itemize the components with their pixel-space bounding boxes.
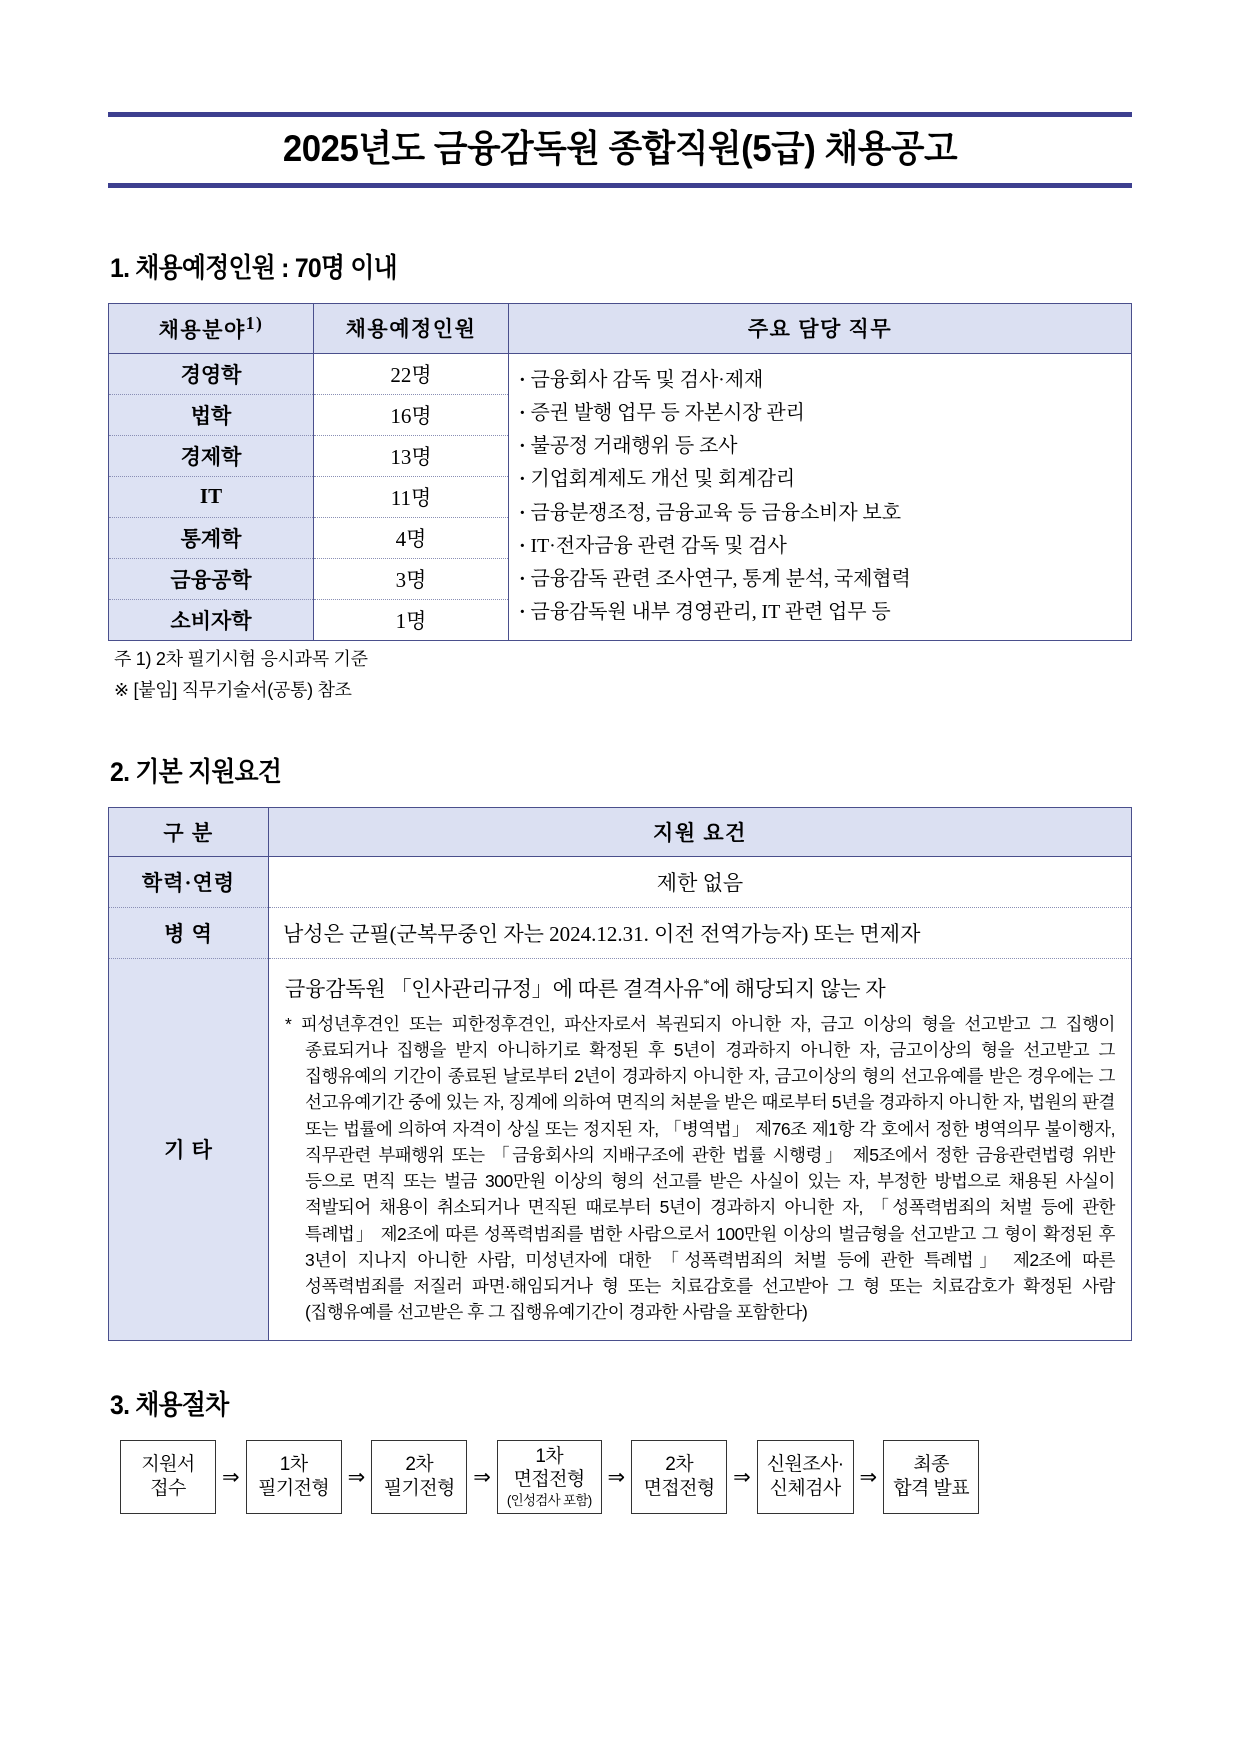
asterisk-marker: * — [703, 975, 710, 991]
field-name: 경영학 — [109, 353, 314, 394]
row-value-other — [269, 958, 1132, 1340]
page-title: 2025년도 금융감독원 종합직원(5급) 채용공고 — [282, 128, 958, 169]
section3-heading: 3. 채용절차 — [110, 1389, 229, 1420]
flow-step-line1: 최종 — [913, 1454, 949, 1476]
arrow-icon: ⇒ — [733, 1464, 751, 1489]
flow-step-line1: 2차 — [665, 1454, 693, 1476]
disqualification-lead-text: 금융감독원 「인사관리규정」에 따른 결격사유 — [285, 976, 704, 1001]
flow-step-line2: 면접전형 — [513, 1469, 585, 1491]
field-name: 법학 — [109, 394, 314, 435]
flow-step-written-2 — [371, 1440, 467, 1514]
column-header-requirement: 지원 요건 — [269, 807, 1132, 856]
field-count: 16명 — [314, 394, 509, 435]
field-name: 금융공학 — [109, 558, 314, 599]
flow-step-background-check — [757, 1440, 854, 1514]
field-name: 통계학 — [109, 517, 314, 558]
duty-item: · 금융회사 감독 및 검사·제재 — [519, 364, 1131, 397]
column-header-field: 채용분야$^{1)}$ — [109, 303, 314, 353]
flow-step-line2: 신체검사 — [769, 1477, 841, 1499]
flow-step-sub: (인성검사 포함) — [506, 1492, 592, 1508]
flow-step-line2: 합격 발표 — [893, 1477, 969, 1499]
arrow-icon: ⇒ — [607, 1464, 626, 1489]
table-header-row — [109, 807, 1132, 856]
arrow-icon: ⇒ — [347, 1464, 366, 1489]
field-count: 4명 — [314, 517, 509, 558]
flow-step-line2: 필기전형 — [258, 1477, 330, 1499]
title-block — [108, 112, 1132, 188]
recruitment-quota-table — [108, 303, 1132, 641]
field-name: IT — [109, 476, 314, 517]
duty-item: · 불공정 거래행위 등 조사 — [519, 430, 1131, 463]
field-count: 3명 — [314, 558, 509, 599]
table-row — [109, 907, 1132, 958]
flow-step-line2: 면접전형 — [643, 1477, 715, 1499]
flow-step-interview-2 — [631, 1440, 727, 1514]
table-row — [109, 958, 1132, 1340]
field-count: 11명 — [314, 476, 509, 517]
flow-step-line1: 1차 — [535, 1445, 564, 1467]
duty-item: · IT·전자금융 관련 감독 및 검사 — [519, 530, 1131, 563]
flow-step-line1: 신원조사· — [766, 1454, 844, 1476]
duties-cell — [509, 353, 1132, 640]
eligibility-table — [108, 807, 1132, 1341]
footnote-2: ※ [붙임] 직무기술서(공통) 참조 — [114, 680, 352, 701]
column-header-category: 구 분 — [109, 807, 269, 856]
table-row — [109, 856, 1132, 907]
duty-item: · 기업회계제도 개선 및 회계감리 — [519, 463, 1131, 496]
field-name: 경제학 — [109, 435, 314, 476]
arrow-icon: ⇒ — [473, 1464, 491, 1489]
arrow-icon: ⇒ — [222, 1464, 240, 1489]
recruitment-process-flow — [120, 1440, 1132, 1514]
duty-item: · 금융감독원 내부 경영관리, IT 관련 업무 등 — [519, 596, 1131, 629]
disqualification-lead-tail: 에 해당되지 않는 자 — [709, 976, 886, 1001]
table-header-row — [109, 303, 1132, 353]
disqualification-detail: * 피성년후견인 또는 피한정후견인, 파산자로서 복권되지 아니한 자, 금고 이상의 형을 선고받고 그 집행이 종료되거나 집행을 받지 아니하기로 확정된 후 5년이 경과하지 아니한 자, 금고이상의 형을 선고받고 그 집행유예의 기간이 종료된 날로부터 2년이 경과하지 아니한 자, 금고이상의 형의 선고유예를 받은 경우에는 그 선고유예기간 중에 있는 자, 징계에 의하여 면직의 처분을 받은 때로부터 5년을 경과하지 아니한 자, 법원의 판결 또는 법률에 의하여 자격이 상실 또는 정지된 자, 「병역법」 제76조 제1항 각 호에서 정한 병역의무 불이행자, 직무관련 부패행위 또는 「금융회사의 지배구조에 관한 법률 시행령」 제5조에서 정한 금융관련법령 위반 등으로 면직 또는 벌금 300만원 이상의 형의 선고를 받은 사실이 있는 자, 부정한 방법으로 채용된 사실이 적발되어 채용이 취소되거나 면직된 때로부터 5년이 경과하지 아니한 자, 「성폭력범죄의 처벌 등에 관한 특례법」 제2조에 따른 성폭력범죄를 범한 사람으로서 100만원 이상의 벌금형을 선고받고 그 형이 확정된 후 3년이 지나지 아니한 사람, 미성년자에 대한 「성폭력범죄의 처벌 등에 관한 특례법」 제2조에 따른 성폭력범죄를 저질러 파면·해임되거나 형 또는 치료감호를 선고받아 그 형 또는 치료감호가 확정된 사람(집행유예를 선고받은 후 그 집행유예기간이 경과한 사람을 포함한다) — [285, 1013, 1115, 1323]
flow-step-application — [120, 1440, 216, 1514]
field-count: 13명 — [314, 435, 509, 476]
column-header-duties: 주요 담당 직무 — [509, 303, 1132, 353]
field-name: 소비자학 — [109, 599, 314, 640]
row-value-military: 남성은 군필(군복무중인 자는 2024.12.31. 이전 전역가능자) 또는 면제자 — [269, 907, 1132, 958]
table-row — [109, 353, 1132, 394]
field-count: 1명 — [314, 599, 509, 640]
flow-step-line1: 1차 — [279, 1454, 308, 1476]
footnote-marker: 1) — [245, 312, 264, 333]
duty-item: · 증권 발행 업무 등 자본시장 관리 — [519, 397, 1131, 430]
flow-step-line1: 2차 — [405, 1454, 434, 1476]
duty-item: · 금융감독 관련 조사연구, 통계 분석, 국제협력 — [519, 563, 1131, 596]
footnote-1: 주 1) 2차 필기시험 응시과목 기준 — [114, 648, 368, 669]
row-label-education-age: 학력·연령 — [109, 856, 269, 907]
flow-step-written-1 — [246, 1440, 342, 1514]
column-header-count: 채용예정인원 — [314, 303, 509, 353]
section1-heading: 1. 채용예정인원 : 70명 이내 — [110, 252, 397, 283]
flow-step-line2: 필기전형 — [383, 1477, 455, 1499]
field-count: 22명 — [314, 353, 509, 394]
flow-step-line1: 지원서 — [141, 1454, 195, 1476]
row-value-education-age: 제한 없음 — [269, 856, 1132, 907]
section2-heading: 2. 기본 지원요건 — [110, 756, 282, 787]
row-label-military: 병 역 — [109, 907, 269, 958]
flow-step-line2: 접수 — [150, 1477, 186, 1499]
disqualification-lead — [285, 973, 1115, 1003]
duty-item: · 금융분쟁조정, 금융교육 등 금융소비자 보호 — [519, 497, 1131, 530]
flow-step-interview-1 — [497, 1440, 602, 1514]
arrow-icon: ⇒ — [859, 1464, 878, 1489]
row-label-other: 기 타 — [109, 958, 269, 1340]
duties-list — [519, 364, 1131, 629]
flow-step-final-result — [883, 1440, 979, 1514]
